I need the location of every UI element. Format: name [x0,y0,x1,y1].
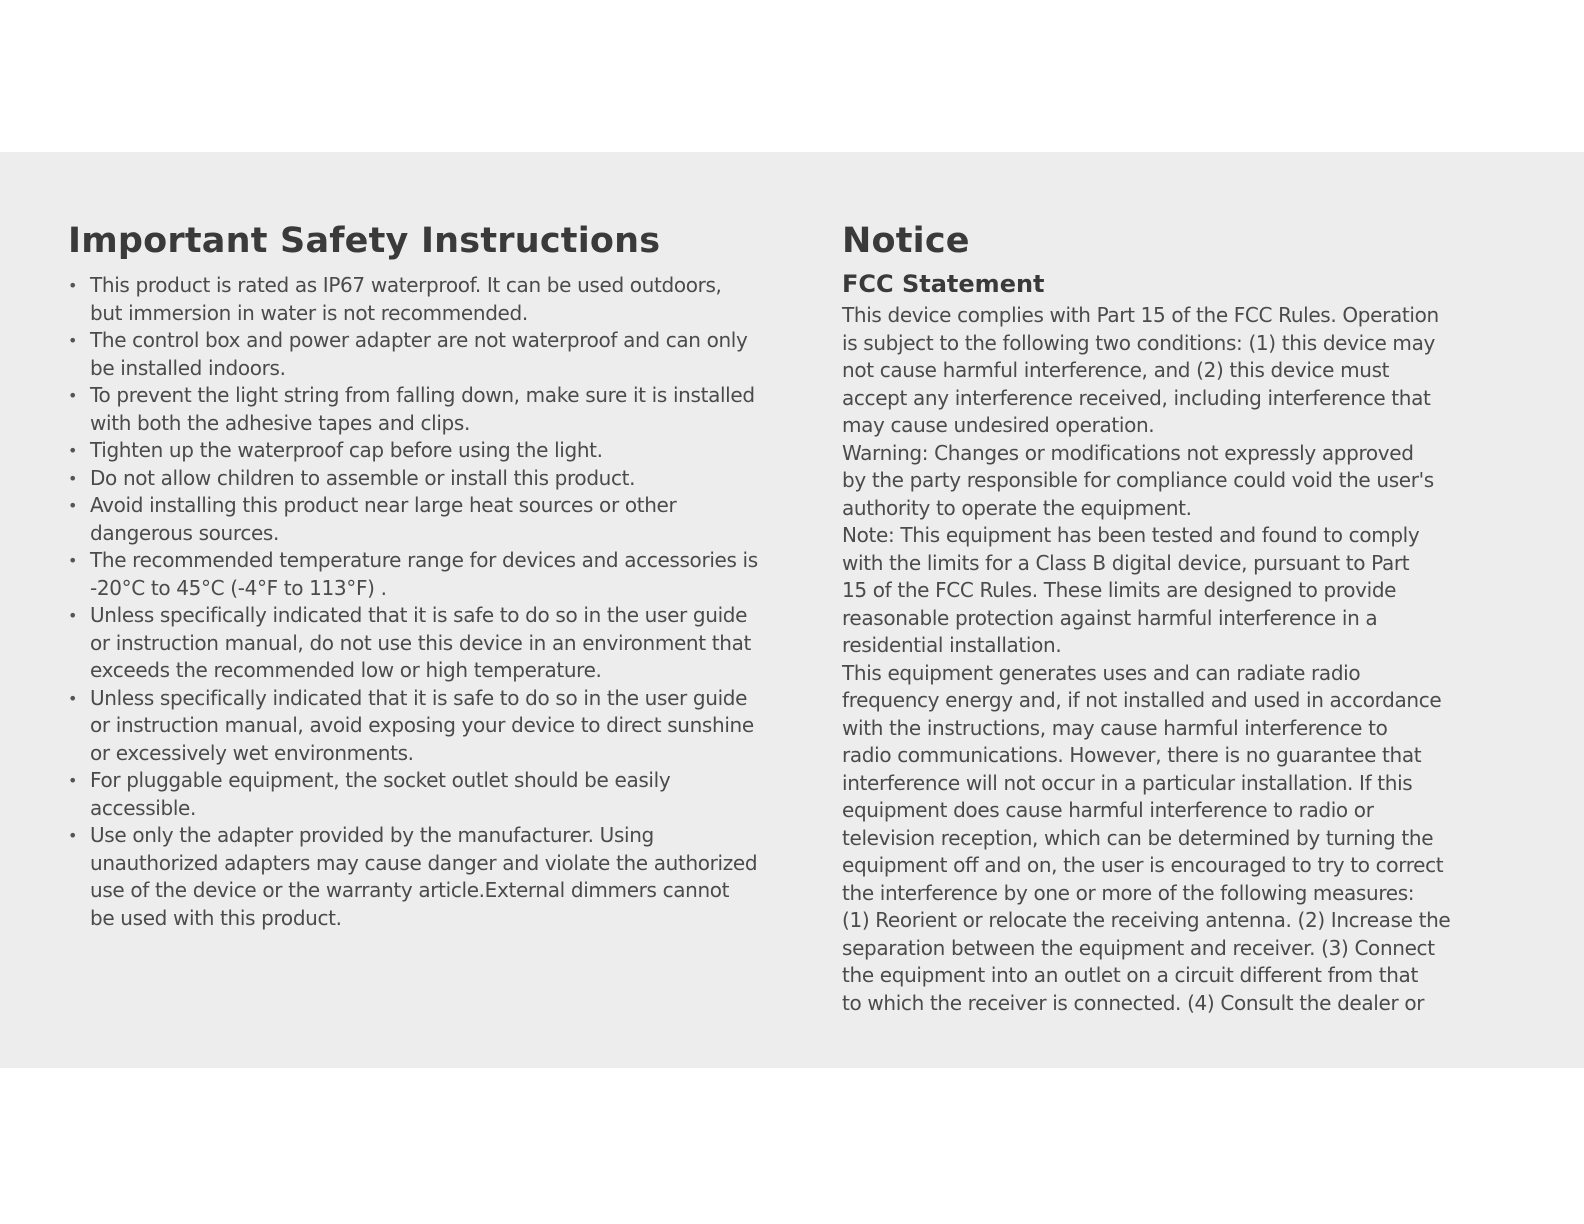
bullet-icon: • [68,606,78,625]
list-item [68,382,758,437]
list-item-text: Tighten up the waterproof cap before using the light. [90,438,603,462]
notice-column [842,220,1552,1017]
bullet-icon: • [68,276,78,295]
list-item-text: Use only the adapter provided by the manufacturer. Using unauthorized adapters may cause danger and violate the authorized use of the device or the warranty article.External dimmers cannot be used with this product. [90,823,758,930]
bullet-icon: • [68,688,78,708]
notice-heading: Notice [842,221,970,261]
bullet-icon: • [68,496,78,515]
list-item [68,272,758,327]
list-item [68,767,758,822]
list-item-text: This product is rated as IP67 waterproof. It can be used outdoors, but immersion in water is not recommended. [90,273,722,325]
bullet-icon: • [68,826,78,845]
bullet-icon: • [68,771,78,790]
list-item [68,327,758,382]
list-item [68,492,758,547]
safety-heading: Important Safety Instructions [68,221,661,261]
list-item-text: For pluggable equipment, the socket outlet should be easily accessible. [90,768,671,820]
list-item [68,465,758,493]
list-item [68,547,758,602]
interference-paragraph: This equipment generates uses and can radiate radio frequency energy and, if not installed and used in accordance with the instructions, may cause harmful interference to radio communications. However, there is no guarantee that interference will not occur in a particular installation. If this equipment does cause harmful interference to radio or television reception, which can be determined by turning the equipment off and on, the user is encouraged to try to correct the interference by one or more of the following measures: (1) Reorient or relocate the receiving antenna. (2) Increase the separation between the equipment and receiver. (3) Connect the equipment into an outlet on a circuit different from that to which the receiver is connected. (4) Consult the dealer or [842,660,1451,1015]
bullet-icon: • [68,551,78,570]
bullet-icon: • [68,331,78,350]
list-item-text: The recommended temperature range for devices and accessories is -20°C to 45°C (-4°F to 113°F) . [90,548,758,600]
list-item-text: Do not allow children to assemble or install this product. [90,465,636,490]
note-paragraph: Note: This equipment has been tested and found to comply with the limits for a Class B digital device, pursuant to Part 15 of the FCC Rules. These limits are designed to provide reasonable protection against harmful interference in a residential installation. [842,523,1420,657]
safety-list [68,272,758,932]
list-item [68,437,758,465]
list-item-text: The control box and power adapter are not waterproof and can only be installed indoors. [90,328,748,380]
list-item-text: Unless specifically indicated that it is safe to do so in the user guide or instruction manual, avoid exposing your device to direct sunshine or excessively wet environments. [90,685,754,765]
list-item-text: Avoid installing this product near large heat sources or other dangerous sources. [90,493,677,545]
safety-instructions-column [68,220,758,932]
fcc-compliance-paragraph: This device complies with Part 15 of the FCC Rules. Operation is subject to the following two conditions: (1) this device may not cause harmful interference, and (2) this device must accept any interference received, including interference that may cause undesired operation. [842,303,1439,437]
list-item [68,602,758,685]
list-item [68,685,758,768]
list-item [68,822,758,932]
fcc-subheading: FCC Statement [842,270,1045,298]
bullet-icon: • [68,468,78,488]
bullet-icon: • [68,441,78,460]
document-sheet [0,152,1584,1068]
bullet-icon: • [68,386,78,405]
warning-paragraph: Warning: Changes or modifications not expressly approved by the party responsible for compliance could void the user's authority to operate the equipment. [842,440,1434,520]
list-item-text: Unless specifically indicated that it is safe to do so in the user guide or instruction manual, do not use this device in an environment that exceeds the recommended low or high temperature. [90,603,751,682]
list-item-text: To prevent the light string from falling down, make sure it is installed with both the adhesive tapes and clips. [90,383,755,435]
